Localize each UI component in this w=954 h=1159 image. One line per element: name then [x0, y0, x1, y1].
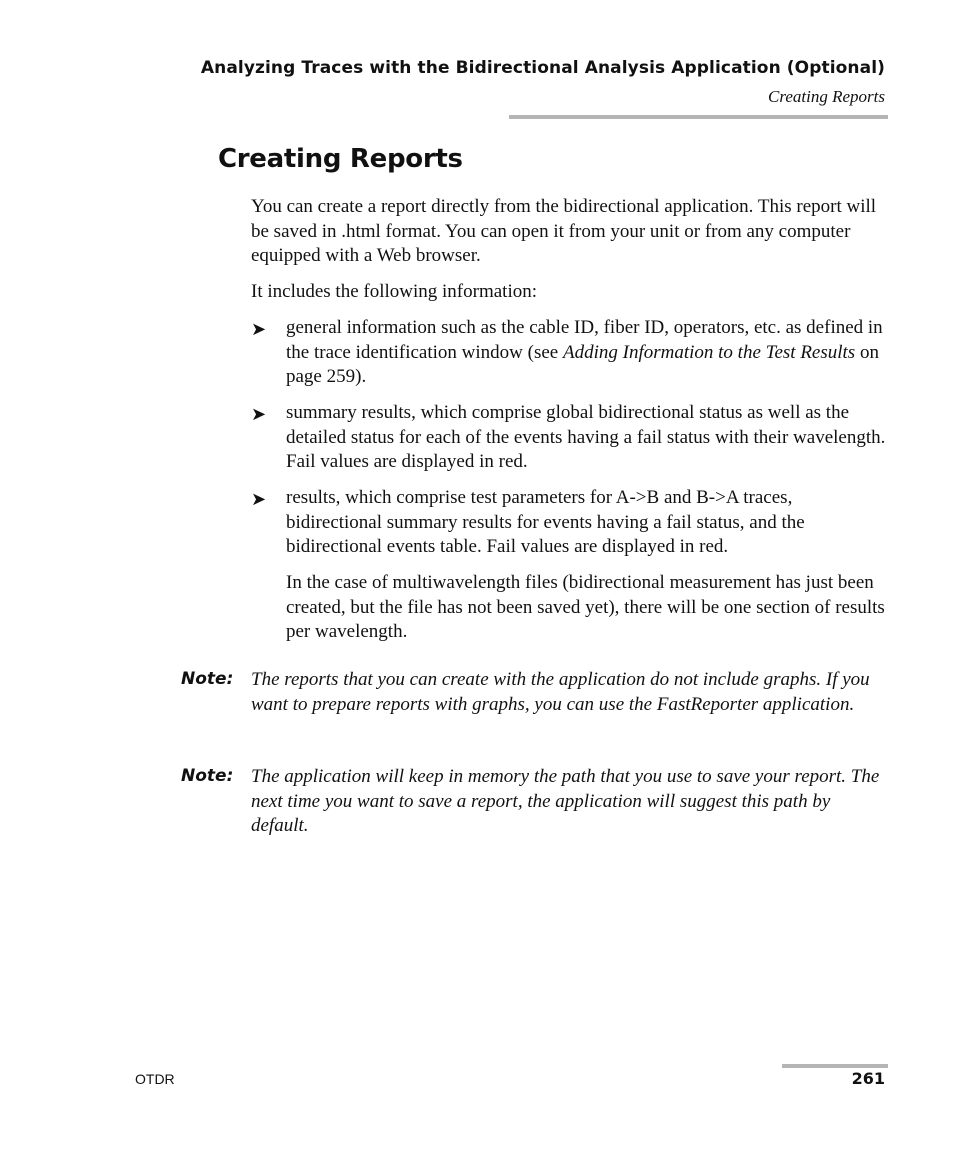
bullet-text-before: general information such as the cable ID, fiber ID, operators, etc. as defined in the trace identification window (see — [286, 317, 883, 363]
header-divider — [509, 115, 888, 119]
note-label: Note: — [181, 669, 234, 689]
bullet-extra-paragraph: In the case of multiwavelength files (bidirectional measurement has just been created, but the file has not been saved yet), there will be one section of results per wavelength. — [286, 572, 885, 642]
page-title: Creating Reports — [218, 144, 463, 174]
arrow-bullet-icon: ➤ — [251, 489, 267, 509]
footer-divider — [782, 1064, 888, 1068]
arrow-bullet-icon: ➤ — [251, 404, 267, 424]
cross-reference-link[interactable]: Adding Information to the Test Results — [562, 341, 856, 363]
chapter-title: Analyzing Traces with the Bidirectional Analysis Application (Optional) — [200, 58, 885, 78]
note-text: The reports that you can create with the application do not include graphs. If you want to prepare reports with graphs, you can use the FastReporter application. — [251, 669, 870, 715]
footer-product: OTDR — [135, 1071, 175, 1087]
bullet-text: results, which comprise test parameters for A->B and B->A traces, bidirectional summary results for events having a fail status, and the bidirectional events table. Fail values are displayed in red. — [286, 487, 805, 557]
note-label: Note: — [181, 766, 234, 786]
note-text: The application will keep in memory the path that you use to save your report. The next time you want to save a report, the application will suggest this path by default. — [251, 766, 880, 836]
section-title: Creating Reports — [768, 87, 885, 106]
arrow-bullet-icon: ➤ — [251, 319, 267, 339]
intro-paragraph: You can create a report directly from the bidirectional application. This report will be saved in .html format. You can open it from your unit or from any computer equipped with a Web browser. — [251, 196, 877, 266]
page-number: 261 — [851, 1069, 885, 1088]
bullet-text — [286, 316, 888, 390]
list-intro: It includes the following information: — [251, 281, 538, 302]
bullet-text: summary results, which comprise global bidirectional status as well as the detailed status for each of the events having a fail status with their wavelength. Fail values are displayed in red. — [286, 402, 886, 472]
bullet-text-after: on page 259). — [286, 341, 879, 387]
